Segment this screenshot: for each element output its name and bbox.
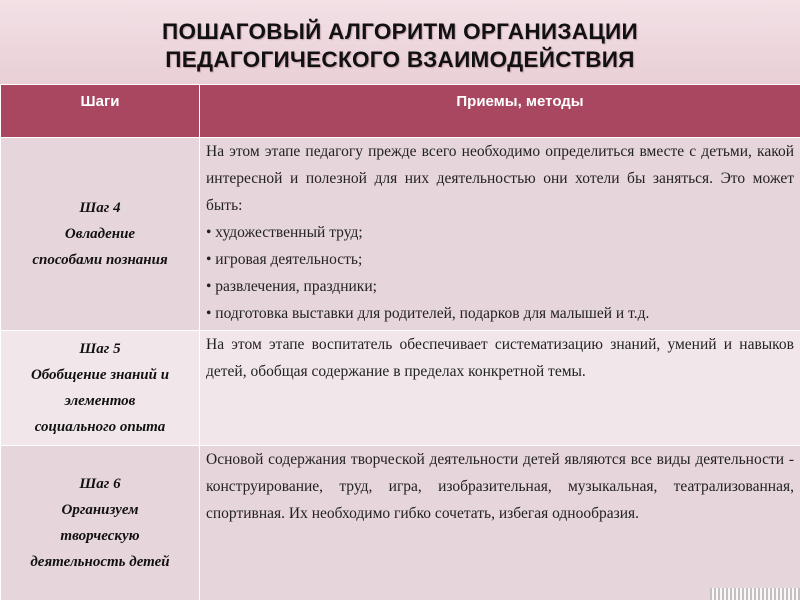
table-header-row	[1, 85, 800, 138]
step-cell	[1, 331, 200, 446]
table-row	[1, 138, 800, 331]
methods-cell	[200, 446, 800, 601]
step-name-line: способами познания	[1, 247, 199, 273]
bullet-item: • художественный труд;	[206, 219, 794, 246]
step-number: Шаг 5	[1, 336, 199, 362]
step-name-line: деятельность детей	[1, 549, 199, 575]
header-steps: Шаги	[1, 85, 200, 138]
step-cell	[1, 138, 200, 331]
title-line-2: ПЕДАГОГИЧЕСКОГО ВЗАИМОДЕЙСТВИЯ	[0, 46, 800, 74]
decorative-corner-pattern	[710, 588, 800, 600]
methods-paragraph: На этом этапе воспитатель обеспечивает систематизацию знаний, умений и навыков детей, обобщая содержание в пределах конкретной темы.	[206, 331, 794, 385]
header-methods: Приемы, методы	[200, 85, 800, 138]
methods-paragraph: На этом этапе педагогу прежде всего необходимо определиться вместе с детьми, какой интересной и полезной для них деятельностью они хотели бы заняться. Это может быть:	[206, 138, 794, 219]
title-line-1: ПОШАГОВЫЙ АЛГОРИТМ ОРГАНИЗАЦИИ	[0, 18, 800, 46]
methods-cell	[200, 331, 800, 446]
step-name-line: Организуем	[1, 497, 199, 523]
step-number: Шаг 6	[1, 471, 199, 497]
bullet-item: • развлечения, праздники;	[206, 273, 794, 300]
slide-title	[0, 18, 800, 74]
step-name-line: социального опыта	[1, 414, 199, 440]
methods-cell	[200, 138, 800, 331]
table-row	[1, 331, 800, 446]
bullet-item: • подготовка выставки для родителей, подарков для малышей и т.д.	[206, 300, 794, 327]
step-name-line: Овладение	[1, 221, 199, 247]
step-number: Шаг 4	[1, 195, 199, 221]
steps-table	[0, 84, 800, 601]
step-name-line: творческую	[1, 523, 199, 549]
table-row	[1, 446, 800, 601]
bullet-item: • игровая деятельность;	[206, 246, 794, 273]
methods-paragraph: Основой содержания творческой деятельности детей являются все виды деятельности - конструирование, труд, игра, изобразительная, музыкальная, театрализованная, спортивная. Их необходимо гибко сочетать, избегая однообразия.	[206, 446, 794, 527]
step-name-line: элементов	[1, 388, 199, 414]
step-name-line: Обобщение знаний и	[1, 362, 199, 388]
step-cell	[1, 446, 200, 601]
